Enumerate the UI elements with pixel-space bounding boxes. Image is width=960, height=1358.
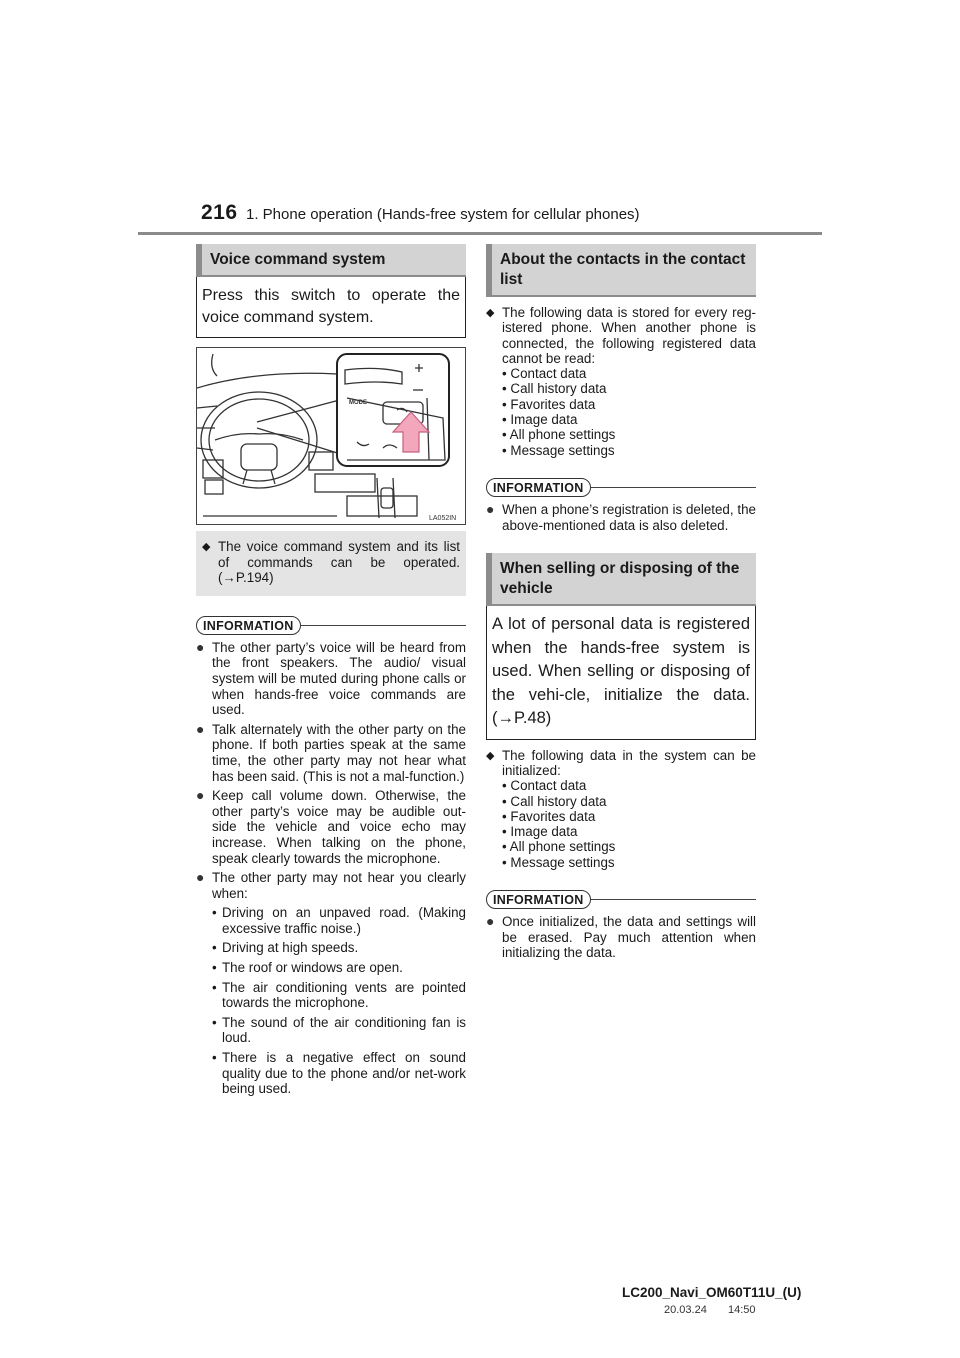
circle-bullet-icon: ● (486, 913, 495, 930)
info-item: ● Once initialized, the data and settings will be erased. Pay much attention when initializing the data. (486, 913, 756, 961)
list-item: • Image data (502, 412, 578, 428)
section-heading: Voice command system (196, 244, 466, 277)
selling-description: ◆ The following data in the system can be initialized: • Contact data • Call history data • Favorites data • Image data • All phone settings • Message settings (486, 747, 756, 870)
voice-command-section (196, 244, 466, 338)
selling-section (486, 553, 756, 740)
info-item: ● The other party may not hear you clearly when: • Driving on an unpaved road. (Making excessive traffic noise.) • Driving at high speeds. • The roof or windows are open. • The air conditioning vents are pointed towards the microphone. • The sound of the air conditioning fan is loud. • There is a negative effect on sound quality due to the phone and/or net-work being used. (196, 870, 466, 1101)
list-item: • All phone settings (502, 427, 616, 443)
note-item: ◆ The voice command system and its list of commands can be operated. (→P.194) (202, 539, 460, 586)
footer-model-code: LC200_Navi_OM60T11U_(U) (622, 1285, 802, 1300)
steering-switch-illustration (196, 347, 466, 525)
information-badge: INFORMATION (486, 890, 591, 909)
footer-date: 20.03.24 (664, 1304, 707, 1316)
sub-item: • There is a negative effect on sound quality due to the phone and/or net-work being used. (212, 1050, 466, 1097)
page-header (0, 0, 960, 240)
sub-item: • Driving on an unpaved road. (Making excessive traffic noise.) (212, 905, 466, 936)
information-badge: INFORMATION (486, 478, 591, 497)
section-heading: When selling or disposing of the vehicle (486, 553, 756, 606)
mode-label: MODE (349, 400, 367, 406)
circle-bullet-icon: ● (196, 720, 205, 737)
section-heading: About the contacts in the contact list (486, 244, 756, 297)
note-box (196, 531, 466, 596)
circle-bullet-icon: ● (196, 787, 205, 804)
illustration-id: LA052IN (429, 515, 457, 522)
information-list (196, 625, 466, 1101)
header-rule (138, 232, 822, 235)
circle-bullet-icon: ● (486, 500, 495, 517)
info-item: ● Keep call volume down. Otherwise, the other party’s voice may be audible out-side the vehicle and voice echo may increase. When talking on the phone, speak clearly towards the microphone. (196, 787, 466, 866)
sub-item: • The air conditioning vents are pointed towards the microphone. (212, 979, 466, 1011)
info-item: ● When a phone’s registration is deleted, the above-mentioned data is also deleted. (486, 500, 756, 533)
list-item: • Message settings (502, 442, 615, 458)
sub-item: • Driving at high speeds. (212, 940, 359, 956)
sub-list (212, 905, 466, 1097)
diamond-bullet-icon: ◆ (486, 749, 495, 762)
information-badge: INFORMATION (196, 616, 301, 635)
list-item: • Message settings (502, 854, 615, 870)
list-item: • Call history data (502, 793, 607, 809)
list-item: • Contact data (502, 778, 587, 794)
left-column (196, 244, 466, 1105)
info-item: ● The other party’s voice will be heard from the front speakers. The audio/ visual system will be muted during phone calls or when hands-free voice commands are used. (196, 638, 466, 718)
circle-bullet-icon: ● (196, 638, 205, 655)
info-item: ● Talk alternately with the other party on the phone. If both parties speak at the same time, the other party may not hear what has been said. (This is not a mal-function.) (196, 720, 466, 784)
list-item: • Image data (502, 824, 578, 840)
list-item: • All phone settings (502, 839, 616, 855)
diamond-bullet-icon: ◆ (486, 307, 495, 319)
list-item: • Contact data (502, 366, 587, 382)
list-item: • Favorites data (502, 808, 596, 824)
list-item: • Call history data (502, 381, 607, 397)
page-number: 216 (201, 201, 238, 224)
diamond-bullet-icon: ◆ (202, 541, 211, 553)
section-body: A lot of personal data is registered when the hands-free system is used. When selling or disposing of the vehi-cle, initialize the data. (→P.48) (486, 606, 756, 740)
chapter-title: 1. Phone operation (Hands-free system for cellular phones) (246, 206, 640, 223)
right-column (486, 244, 756, 965)
list-item: • Favorites data (502, 396, 596, 412)
sub-item: • The sound of the air conditioning fan is loud. (212, 1014, 466, 1046)
footer-time: 14:50 (728, 1304, 756, 1316)
contacts-section (486, 244, 756, 297)
contacts-description: ◆ The following data is stored for every reg-istered phone. When another phone is connected, the following registered data cannot be read: • Contact data • Call history data • Favorites data • Image data • All phone settings • Message settings (486, 305, 756, 458)
section-body: Press this switch to operate the voice command system. (196, 277, 466, 338)
circle-bullet-icon: ● (196, 869, 205, 886)
sub-item: • The roof or windows are open. (212, 960, 403, 976)
steering-wheel-drawing (197, 348, 466, 524)
